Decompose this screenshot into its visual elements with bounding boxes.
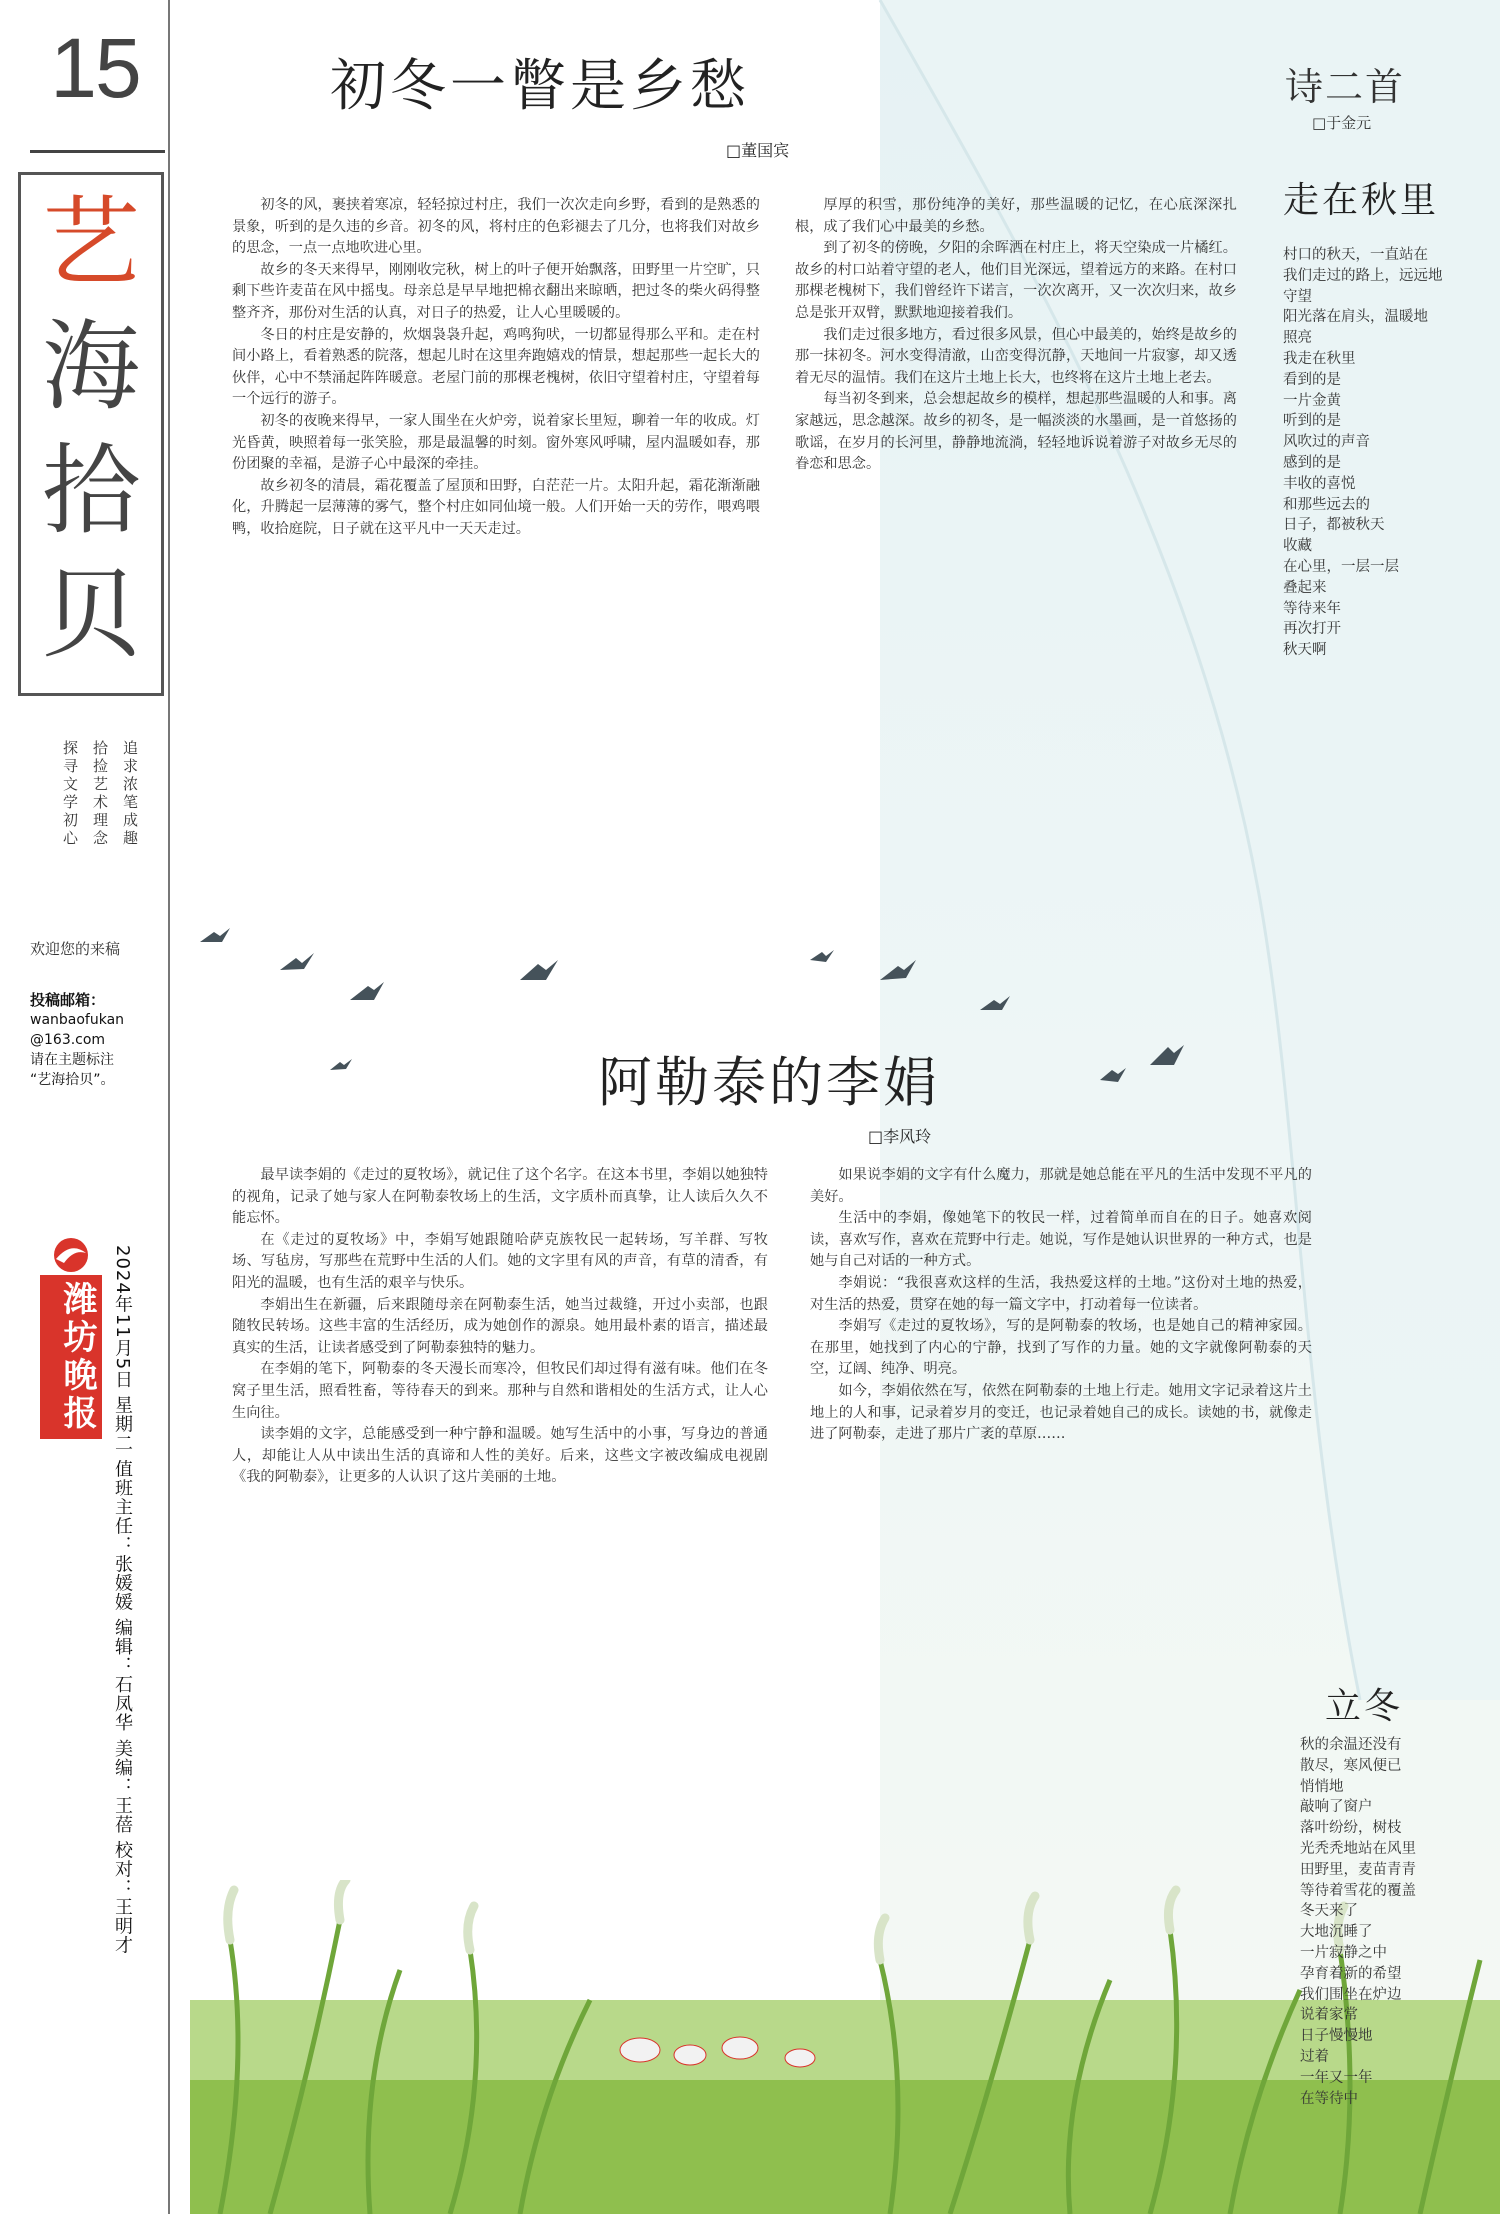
poem-line: 光秃秃地站在风里: [1300, 1840, 1416, 1857]
paragraph: 冬日的村庄是安静的，炊烟袅袅升起，鸡鸣狗吠，一切都显得那么平和。走在村间小路上，看着熟悉的院落，想起儿时在这里奔跑嬉戏的情景，想起那些一起长大的伙伴，心中不禁涌起阵阵暖意。老屋门前的那棵老槐树，依旧守望着村庄，守望着每一个远行的游子。: [232, 326, 760, 408]
article-column: [810, 1165, 1312, 1446]
poem-line: 等待着雪花的覆盖: [1300, 1882, 1416, 1899]
poem-line: 我们围坐在炉边: [1300, 1986, 1402, 2003]
paragraph: 故乡的冬天来得早，刚刚收完秋，树上的叶子便开始飘落，田野里一片空旷，只剩下些许麦苗在风中摇曳。母亲总是早早地把棉衣翻出来晾晒，把过冬的柴火码得整整齐齐，那份对生活的认真，对日子的热爱，让人心里暖暖的。: [232, 261, 760, 321]
article-column: [232, 1165, 768, 1489]
column-mottos: [30, 740, 170, 910]
column-name-char: 海: [41, 310, 140, 424]
poem-body: [1300, 1735, 1495, 2109]
poem-line: 说着家常: [1300, 2007, 1358, 2024]
article-column: [232, 195, 760, 541]
welcome-note: 欢迎您的来稿: [30, 940, 121, 958]
poem-line: 和那些远去的: [1283, 496, 1370, 513]
page-number: 15: [50, 21, 140, 115]
poem-line: 在心里，一层一层: [1283, 558, 1399, 575]
poems-author: □于金元: [1312, 114, 1372, 132]
poem-line: 过着: [1300, 2048, 1329, 2065]
poem-line: 日子慢慢地: [1300, 2028, 1373, 2045]
paragraph: 故乡初冬的清晨，霜花覆盖了屋顶和田野，白茫茫一片。太阳升起，霜花渐渐融化，升腾起一层薄薄的雾气，整个村庄如同仙境一般。人们开始一天的劳作，喂鸡喂鸭，收拾庭院，日子就在这平凡中一天天走过。: [232, 477, 760, 537]
article-column: [795, 195, 1237, 476]
poem-line: 我走在秋里: [1283, 350, 1356, 367]
poem-line: 丰收的喜悦: [1283, 475, 1356, 492]
page-number-rule: [30, 150, 165, 153]
poem-line: 敲响了窗户: [1300, 1799, 1373, 1816]
column-name-char: 艺: [41, 186, 140, 300]
paragraph: 李娟出生在新疆，后来跟随母亲在阿勒泰生活，她当过裁缝，开过小卖部，也跟随牧民转场。这些丰富的生活经历，成为她创作的源泉。她用最朴素的语言，描述最真实的生活，让读者感受到了阿勒泰独特的魅力。: [232, 1296, 768, 1356]
poem-line: 看到的是: [1283, 371, 1341, 388]
submit-note: 请在主题标注: [30, 1052, 114, 1068]
poem-line: 风吹过的声音: [1283, 434, 1370, 451]
issue-meta: 2024年11月5日 星期二 值班主任：张媛媛 编辑：石凤华 美编：王蓓 校对：王明才: [112, 1245, 133, 1955]
article-author: □董国宾: [726, 141, 790, 160]
poems-section-title: 诗二首: [1285, 65, 1406, 109]
poem-line: 阳光落在肩头，温暖地: [1283, 309, 1428, 326]
motto-line: 探寻文学初心: [61, 740, 79, 848]
submission-info: [30, 990, 160, 1090]
paragraph: 厚厚的积雪，那份纯净的美好，那些温暖的记忆，在心底深深扎根，成了我们心中最美的乡愁。: [795, 197, 1237, 235]
poem-title: 立冬: [1325, 1686, 1404, 1727]
poem-line: 一片金黄: [1283, 392, 1341, 409]
poem-line: 照亮: [1283, 330, 1312, 347]
poem-line: 再次打开: [1283, 621, 1341, 638]
poem-line: 散尽，寒风便已: [1300, 1757, 1402, 1774]
poem-line: 一年又一年: [1300, 2069, 1373, 2086]
motto-line: 拾捡艺术理念: [91, 740, 109, 848]
poem-line: 感到的是: [1283, 454, 1341, 471]
paragraph: 初冬的风，裹挟着寒凉，轻轻掠过村庄，我们一次次走向乡野，看到的是熟悉的景象，听到的是久违的乡音。初冬的风，将村庄的色彩褪去了几分，也将我们对故乡的思念，一点一点地吹进心里。: [232, 197, 760, 257]
poem-line: 守望: [1283, 288, 1312, 305]
paragraph: 在李娟的笔下，阿勒泰的冬天漫长而寒冷，但牧民们却过得有滋有味。他们在冬窝子里生活，照看牲畜，等待春天的到来。那种与自然和谐相处的生活方式，让人心生向往。: [232, 1361, 768, 1421]
paragraph: 生活中的李娟，像她笔下的牧民一样，过着简单而自在的日子。她喜欢阅读，喜欢写作，喜欢在荒野中行走。她说，写作是她认识世界的一种方式，也是她与自己对话的一种方式。: [810, 1210, 1312, 1270]
paragraph: 最早读李娟的《走过的夏牧场》，就记住了这个名字。在这本书里，李娟以她独特的视角，记录了她与家人在阿勒泰牧场上的生活，文字质朴而真挚，让人读后久久不能忘怀。: [232, 1167, 768, 1227]
poem-body: [1283, 245, 1493, 661]
poem-line: 等待来年: [1283, 600, 1341, 617]
poem-line: 秋的余温还没有: [1300, 1737, 1402, 1753]
paragraph: 到了初冬的傍晚，夕阳的余晖洒在村庄上，将天空染成一片橘红。故乡的村口站着守望的老人，他们目光深远，望着远方的来路。在村口那棵老槐树下，我们曾经许下诺言，一次次离开，又一次次归来，故乡总是张开双臂，默默地迎接着我们。: [795, 240, 1237, 321]
paper-name: 潍坊晚报: [40, 1275, 102, 1439]
paragraph: 如果说李娟的文字有什么魔力，那就是她总能在平凡的生活中发现不平凡的美好。: [810, 1167, 1312, 1205]
paragraph: 我们走过很多地方，看过很多风景，但心中最美的，始终是故乡的那一抹初冬。河水变得清澈，山峦变得沉静，天地间一片寂寥，却又透着无尽的温情。我们在这片土地上长大，也终将在这片土地上老去。: [795, 326, 1237, 386]
poem-line: 大地沉睡了: [1300, 1924, 1373, 1941]
column-name-box: [18, 172, 164, 696]
submit-label: 投稿邮箱：: [30, 991, 106, 1009]
paragraph: 初冬的夜晚来得早，一家人围坐在火炉旁，说着家长里短，聊着一年的收成。灯光昏黄，映照着每一张笑脸，那是最温馨的时刻。窗外寒风呼啸，屋内温暖如春，那份团聚的幸福，是游子心中最深的牵挂。: [232, 412, 760, 473]
poem-line: 秋天啊: [1283, 642, 1327, 659]
poem-line: 落叶纷纷，树枝: [1300, 1820, 1402, 1837]
poem-line: 一片寂静之中: [1300, 1944, 1387, 1961]
motto-line: 追求浓笔成趣: [121, 740, 139, 848]
column-name-char: 拾: [41, 434, 140, 548]
poem-line: 悄悄地: [1300, 1778, 1344, 1795]
poem-line: 日子，都被秋天: [1283, 517, 1385, 534]
article-title: 阿勒泰的李娟: [598, 1051, 940, 1114]
poem-line: 听到的是: [1283, 413, 1341, 430]
poem-line: 叠起来: [1283, 579, 1327, 596]
email-line[interactable]: wanbaofukan: [30, 1012, 125, 1028]
submit-note: “艺海拾贝”。: [30, 1072, 115, 1088]
poem-line: 田野里，麦苗青青: [1300, 1861, 1416, 1878]
article-author: □李风玲: [868, 1127, 932, 1146]
paragraph: 在《走过的夏牧场》中，李娟写她跟随哈萨克族牧民一起转场，写羊群、写牧场、写毡房，写那些在荒野中生活的人们。她的文字里有风的声音，有草的清香，有阳光的温暖，也有生活的艰辛与快乐。: [232, 1231, 768, 1291]
poem-line: 村口的秋天，一直站在: [1283, 247, 1428, 263]
paragraph: 读李娟的文字，总能感受到一种宁静和温暖。她写生活中的小事，写身边的普通人，却能让人从中读出生活的真谛和人性的美好。后来，这些文字被改编成电视剧《我的阿勒泰》，让更多的人认识了这片美丽的土地。: [232, 1426, 768, 1486]
paragraph: 李娟写《走过的夏牧场》，写的是阿勒泰的牧场，也是她自己的精神家园。在那里，她找到了内心的宁静，找到了写作的力量。她的文字就像阿勒泰的天空，辽阔、纯净、明亮。: [810, 1318, 1312, 1378]
poem-line: 孕育着新的希望: [1300, 1965, 1402, 1982]
poem-title: 走在秋里: [1283, 180, 1440, 221]
column-divider: [168, 0, 170, 2214]
column-name-char: 贝: [41, 558, 140, 672]
poem-line: 收藏: [1283, 538, 1312, 555]
email-line[interactable]: @163.com: [30, 1032, 106, 1048]
paragraph: 如今，李娟依然在写，依然在阿勒泰的土地上行走。她用文字记录着这片土地上的人和事，记录着岁月的变迁，也记录着她自己的成长。读她的书，就像走进了阿勒泰，走进了那片广袤的草原……: [810, 1382, 1312, 1443]
poem-line: 在等待中: [1300, 2090, 1358, 2107]
poem-line: 我们走过的路上，远远地: [1283, 267, 1443, 284]
brand-logo-icon: [40, 1235, 102, 1275]
article-title: 初冬一瞥是乡愁: [330, 54, 750, 119]
paragraph: 每当初冬到来，总会想起故乡的模样，想起那些温暖的人和事。离家越远，思念越深。故乡的初冬，是一幅淡淡的水墨画，是一首悠扬的歌谣，在岁月的长河里，静静地流淌，轻轻地诉说着游子对故乡无尽的眷恋和思念。: [795, 391, 1237, 473]
paragraph: 李娟说：“我很喜欢这样的生活，我热爱这样的土地。”这份对土地的热爱，对生活的热爱，贯穿在她的每一篇文字中，打动着每一位读者。: [810, 1274, 1312, 1313]
poem-line: 冬天来了: [1300, 1903, 1358, 1920]
